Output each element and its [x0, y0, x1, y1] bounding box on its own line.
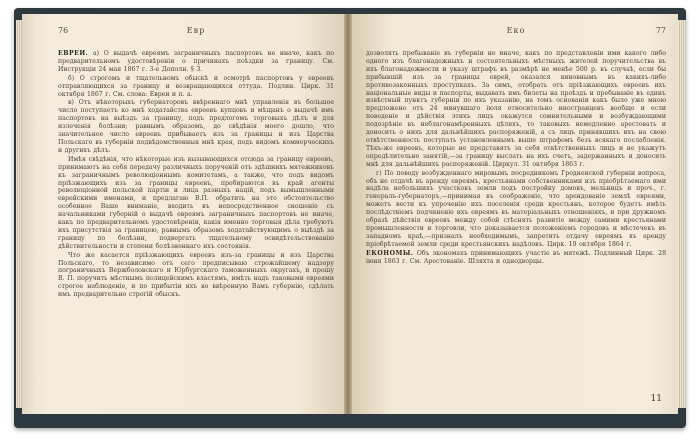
- paragraph: [366, 250, 666, 266]
- book-gutter: [344, 14, 352, 414]
- paragraph: [58, 99, 334, 154]
- running-head: Eко: [506, 26, 526, 35]
- signature-mark: 11: [650, 394, 662, 404]
- left-page: [22, 14, 344, 414]
- page-number: 77: [655, 26, 666, 35]
- page-header: [58, 26, 334, 40]
- paragraph: [58, 75, 334, 99]
- page-shadow: [22, 14, 36, 414]
- page-header: [366, 26, 666, 40]
- paragraph-text: г) По поводу возбужденнаго мировымъ посредникомъ Гродненской губерніи вопроса, объ не отдачѣ въ аренду евреямъ, крестьянами собственниками изъ пріобрѣтаемаго ими надѣла небольшихъ участковъ земли подъ постройку домовъ, мельницъ и проч., г. генералъ-губернаторъ,—принимая въ соображеніе, что арендованіе землѣ евреями, можетъ вести къ упроченію ихъ поселенія среди крестьянъ, которое будетъ имѣть послѣдствіемъ подчиненіе ихъ евреямъ въ матеріальныхъ отношеніяхъ, и при дружномъ образѣ дѣйствія евреевъ между собой стѣснять развитіе между самими крестьянами промышленности и торговли, что доказывается положеніемъ городовъ и мѣстечекъ въ западномъ краѣ,—призналъ необходимымъ, запретить отдачу евреямъ въ аренду пріобрѣтаемой земли среди крестьянскихъ надѣловъ. Цирк. 19 октября 1864 г.: [366, 169, 666, 248]
- page-number: 76: [58, 26, 69, 35]
- page-edges-right: [678, 20, 686, 408]
- paragraph-text: б) О строгомъ и тщательномъ обыскѣ и осмотрѣ паспортовъ у евреевъ отправляющихся за границу и возвращающихся оттуда. Подлин. Цирк. 31 октября 1867 г. См. слова: Евреи и п. а.: [58, 74, 334, 98]
- running-head: Евр: [186, 26, 206, 35]
- paragraph-text: Что же касается пріѣзжающихъ евреевъ изъ-за границы и изъ Царства Польскаго, то независимо отъ сего предписываю строжайшему надзору пограничныхъ Вержболовскаго и Юрбургскаго таможенныхъ округахъ, и прошу В. П. поручить мѣстнымъ полицейскимъ властямъ, имѣть надъ таковыми евреями строгое наблюденіе, и по прибытіи ихъ во ввѣренную Вамъ губернію, сдѣлать имъ предварительно строгій обыскъ.: [58, 251, 334, 299]
- paragraph: [366, 170, 666, 249]
- section-heading: ЕКОНОМЫ.: [366, 249, 414, 257]
- paragraph-text: дозволять пребываніе въ губерніи не иначе, какъ по представленіи ими какого либо одного изъ благонадежныхъ и состоятельныхъ мѣстныхъ жителей поручительства въ ихъ благонадежности и указу штрафъ въ размѣрѣ не менѣе 500 р. въ случаѣ, если бы прибывшій изъ за границы еврей, оказался виновнымъ въ какихъ-либо противозаконныхъ проступкахъ. За симъ, отобрать отъ пріѣзжающихъ евреевъ ихъ національные виды и паспорты, выдавать имъ билеты на проѣздъ и пребываніе въ единъ извѣстный пунктъ губерніи по ихъ указанію, на томъ основаніи какъ было уже мною предложено отъ 24 минувшаго іюля относительно иностранцевъ вообще и если поведеніе и дѣйствія этихъ лицъ окажутся сомнительными и возбуждающими подозрѣніе въ неблагонамѣренныхъ цѣляхъ, то таковыхъ немедленно арестовать и доносить о нихъ для дальнѣйшихъ распоряженій, а съ лицъ принявшихъ ихъ на свою отвѣтственность поступать установленнымъ выше штрафомъ безъ всякаго послабленія. Тѣхъ-же евреевъ, которые не представятъ за себя отвѣтственныхъ лицъ и не укажутъ опредѣлительно занятій,—за границу выслать на ихъ счетъ, задержанныхъ и доносить мнѣ для дальнѣйшихъ распоряженій. Циркул. 31 октября 1863 г.: [366, 50, 666, 168]
- left-text-block: [58, 26, 334, 300]
- paragraph: [58, 156, 334, 251]
- paragraph: [58, 50, 334, 74]
- paragraph: [366, 50, 666, 169]
- paragraph-text: Имѣя свѣдѣнія, что нѣкоторые изъ вызывающихся отсюда за границу евреевъ, принимаютъ на себя передачу различныхъ порученій отъ здѣшнихъ мятежниковъ къ заграничнымъ революціоннымъ комитетамъ, а также, что подъ видомъ пріѣзжающихъ изъ за границы евреевъ, пробираются въ край агенты революціонной польской партіи и лица разныхъ націй, подъ вымышленными еврейскими именами, и предлагаю В.П. обратить на это обстоятельство особенное Ваше вниманіе, входить въ непосредственное сношеніе съ начальниками губерній о выдачѣ евреямъ заграничныхъ паспортовъ не иначе, какъ по предварительномъ удостовѣреніи, какія именно торговыя дѣла требуютъ ихъ присутствія за границею, равнымъ образомъ ходатайствующимъ о выѣздѣ за границу по болѣзни, подвергать тщательному освидѣтельствованію дѣйствительности и степени болѣзненнаго ихъ состоянія.: [58, 155, 334, 250]
- paragraph-text: в) Отъ нѣкоторыхъ губернаторовъ ввѣреннаго мнѣ управленія въ большое число поступаетъ ко мнѣ ходатайства евреевъ купцовъ и мѣщанъ о выдачѣ имъ паспортовъ на выѣздъ за границу, подъ предлогомъ торговыхъ дѣлъ и для излеченія болѣзни; равнымъ образомъ, до свѣдѣнія моего дошло, что значительное число евреевъ прибываетъ изъ за границы и изъ Царства Польскаго въ губерніи подвѣдомственныя мнѣ края, подъ видомъ коммерческихъ и другихъ дѣлъ.: [58, 99, 334, 154]
- paragraph-text: Объ экономахъ принимающихъ участіе въ мятежѣ. Подлинный Цирк. 28 іюня 1863 г. См. Арестованіе. Шляхта и однодворцы.: [366, 249, 667, 265]
- right-page: [352, 14, 678, 414]
- paragraph: [58, 252, 334, 299]
- paragraph-text: а) О выдачѣ евреямъ заграничныхъ паспортовъ не иначе, какъ по предварительномъ удостовѣреніи о причинахъ поѣздки за границу. См. Инструкціи 24 мая 1867 г. 3-е Дополн. § 3.: [58, 50, 335, 73]
- right-text-block: [366, 26, 666, 266]
- section-heading: ЕВРЕИ.: [58, 50, 89, 57]
